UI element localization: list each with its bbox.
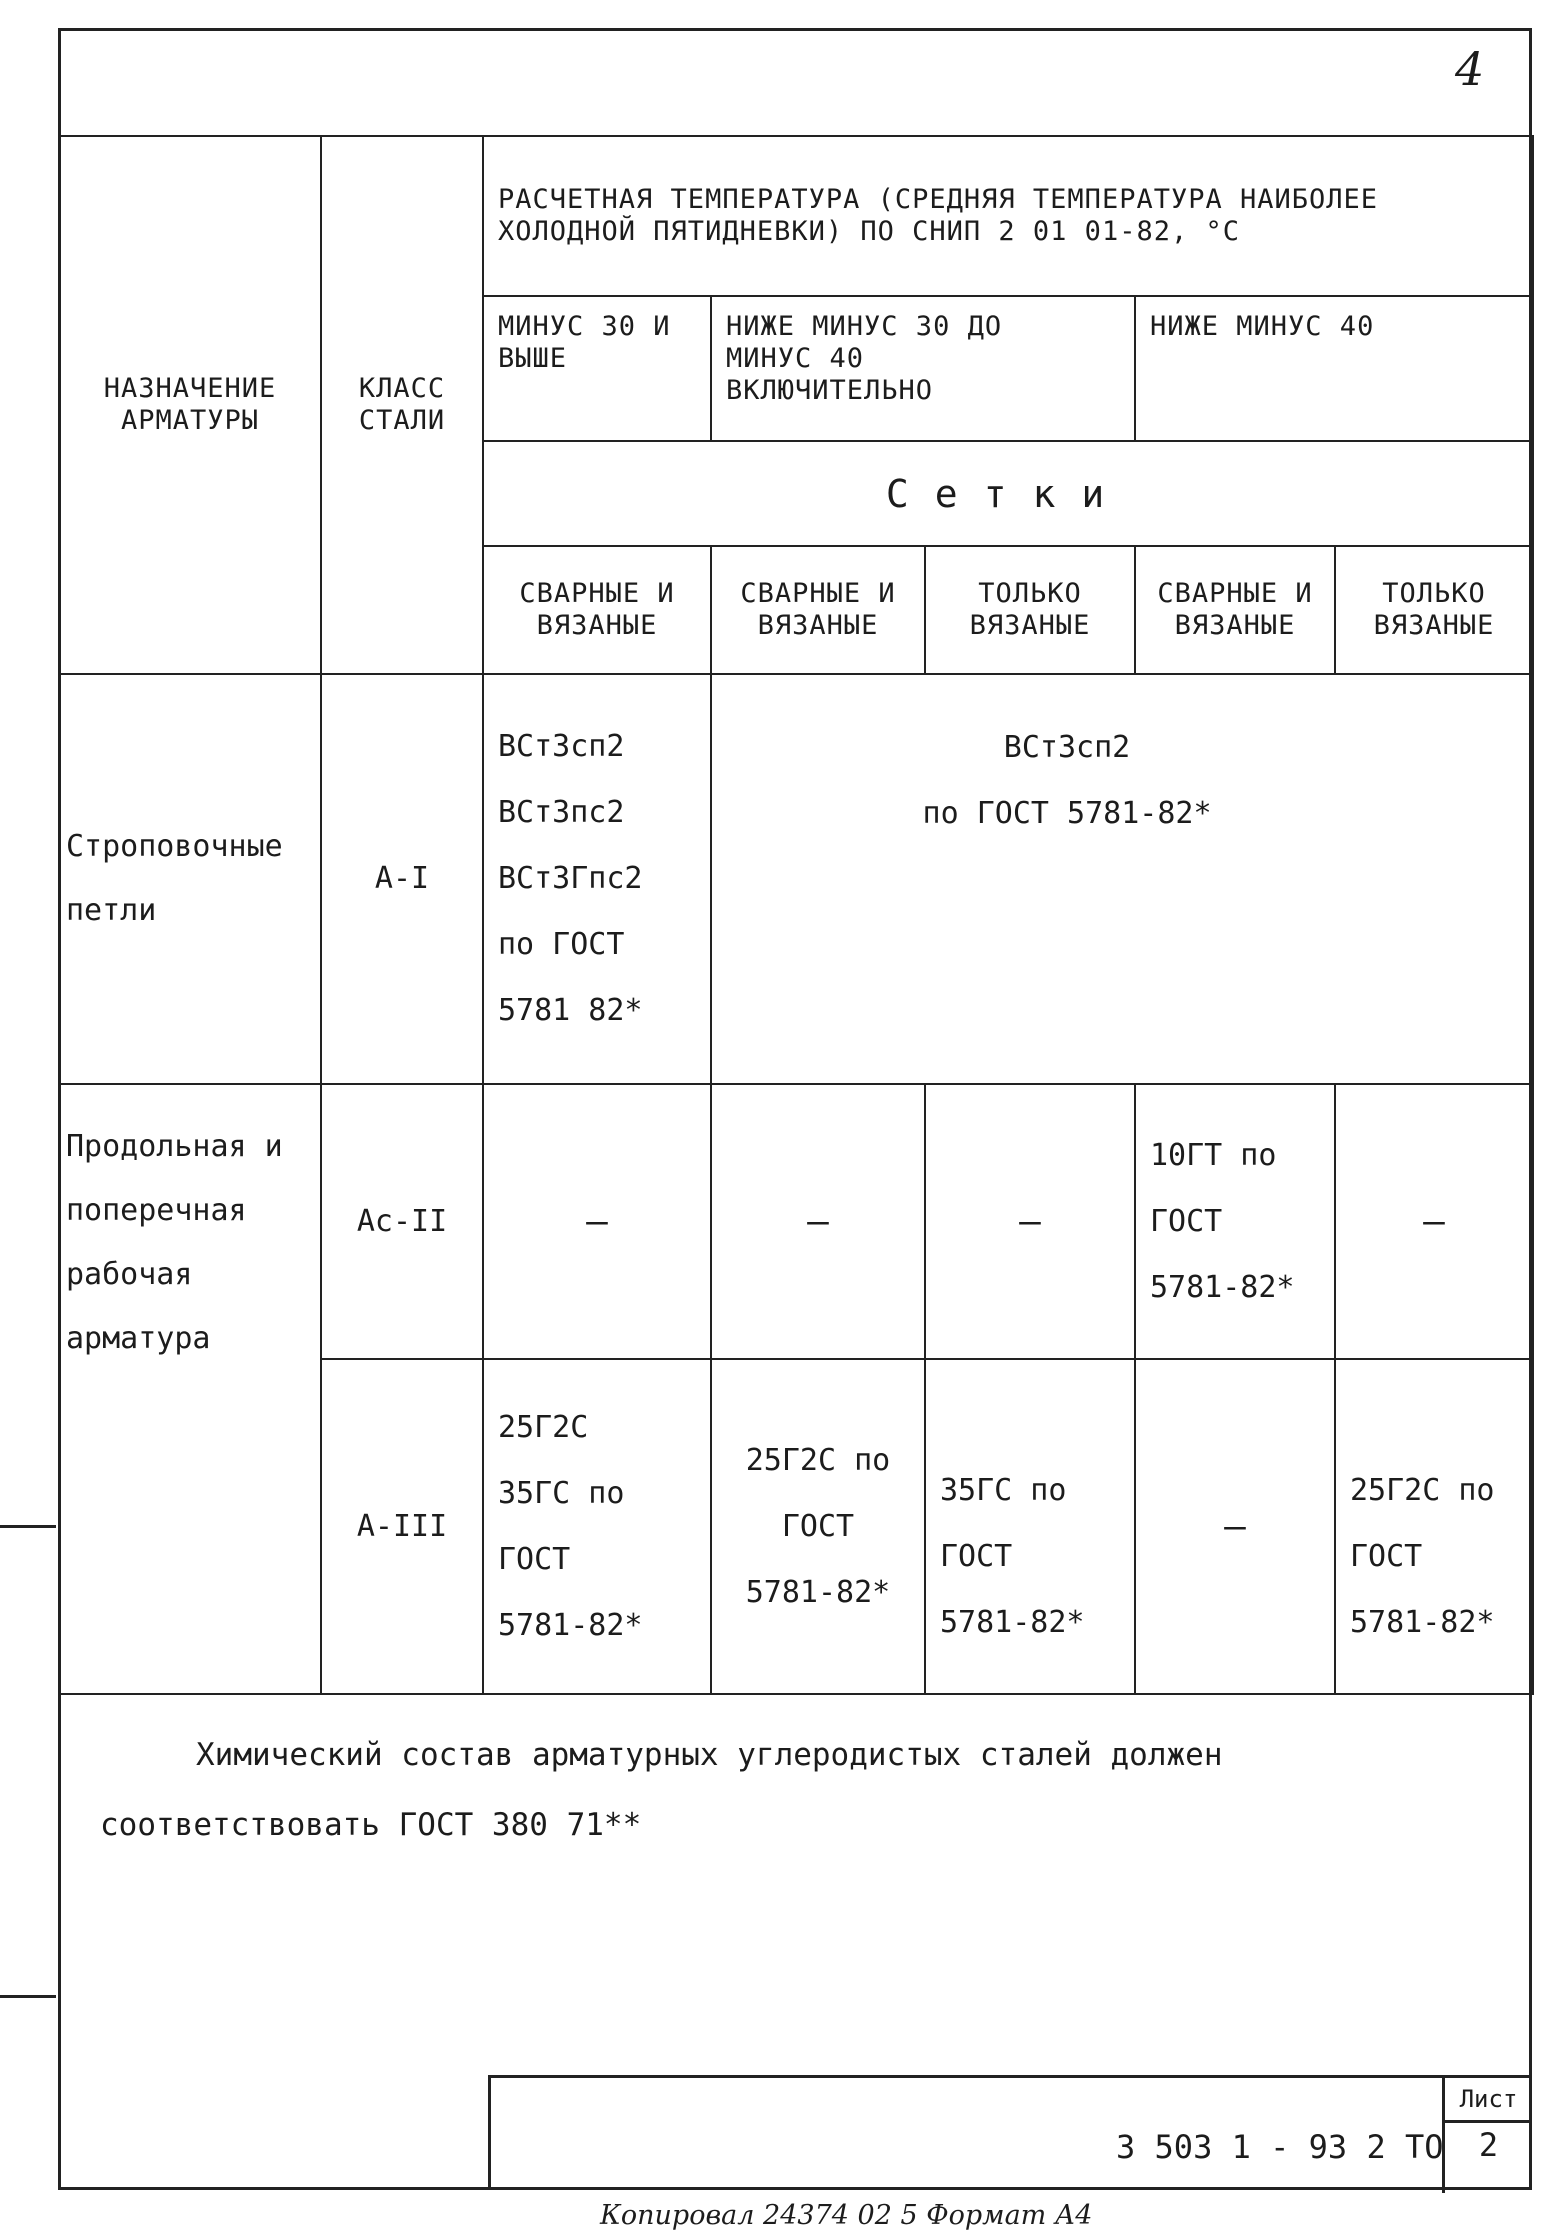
- cell-dash: —: [1135, 1359, 1335, 1694]
- sheet-label: Лист: [1445, 2078, 1532, 2123]
- cell-dash: —: [1335, 1084, 1533, 1359]
- purpose-working-rebar: Продольная и поперечная рабочая арматура: [59, 1084, 321, 1694]
- cell-dash: —: [711, 1084, 925, 1359]
- steel-table: [58, 135, 1534, 1695]
- steel-grade: ВСт3сп2: [498, 729, 625, 764]
- temperature-header: РАСЧЕТНАЯ ТЕМПЕРАТУРА (СРЕДНЯЯ ТЕМПЕРАТУРА НАИБОЛЕЕ ХОЛОДНОЙ ПЯТИДНЕВКИ) ПО СНИП 2 01 01-82, °С: [483, 136, 1533, 296]
- mesh-type: СВАРНЫЕ И ВЯЗАНЫЕ: [1135, 546, 1335, 674]
- class-ac2: Ас-II: [321, 1084, 483, 1359]
- a3-cell: 35ГС по ГОСТ 5781-82*: [925, 1359, 1135, 1694]
- margin-mark: [0, 1525, 56, 1528]
- steel-grade: ВСт3Гпс2: [498, 861, 643, 896]
- standard-ref: 5781 82*: [498, 993, 643, 1028]
- document-number: 3 503 1 - 93 2 ТО: [1116, 2128, 1444, 2166]
- class-a1: А-I: [321, 674, 483, 1084]
- mesh-type: ТОЛЬКО ВЯЗАНЫЕ: [1335, 546, 1533, 674]
- ac2-10gt-cell: 10ГТ по ГОСТ 5781-82*: [1135, 1084, 1335, 1359]
- temp-range-2: НИЖЕ МИНУС 30 ДО МИНУС 40 ВКЛЮЧИТЕЛЬНО: [711, 296, 1135, 441]
- a3-cell: 25Г2С по ГОСТ 5781-82*: [1335, 1359, 1533, 1694]
- col-purpose-header: НАЗНАЧЕНИЕ АРМАТУРЫ: [59, 136, 321, 674]
- chemical-composition-note: Химический состав арматурных углеродистых сталей должен соответствовать ГОСТ 380 71**: [100, 1737, 1223, 1843]
- a3-cell: 25Г2С 35ГС по ГОСТ 5781-82*: [483, 1359, 711, 1694]
- temp-range-3: НИЖЕ МИНУС 40: [1135, 296, 1533, 441]
- mesh-type: СВАРНЫЕ И ВЯЗАНЫЕ: [711, 546, 925, 674]
- col-class-header: КЛАСС СТАЛИ: [321, 136, 483, 674]
- mesh-type: ТОЛЬКО ВЯЗАНЫЕ: [925, 546, 1135, 674]
- sheet-number: 2: [1478, 2126, 1499, 2164]
- a3-cell: 25Г2С по ГОСТ 5781-82*: [711, 1359, 925, 1694]
- margin-mark: [0, 1995, 56, 1998]
- title-block: [488, 2075, 1532, 2190]
- steel-grade: ВСт3сп2: [1003, 730, 1131, 765]
- lifting-loops-cell-rest: [711, 674, 1533, 1084]
- standard-ref: по ГОСТ: [498, 927, 625, 962]
- mesh-type: СВАРНЫЕ И ВЯЗАНЫЕ: [483, 546, 711, 674]
- setki-header: Сетки: [483, 441, 1533, 546]
- purpose-lifting-loops: Строповочные петли: [59, 674, 321, 1084]
- sheet-box: [1442, 2078, 1532, 2193]
- class-a3: А-III: [321, 1359, 483, 1694]
- page-number: 4: [1455, 42, 1485, 96]
- copy-format-line: Копировал 24374 02 5 Формат А4: [600, 2200, 1093, 2231]
- cell-dash: —: [925, 1084, 1135, 1359]
- temp-range-1: МИНУС 30 И ВЫШЕ: [483, 296, 711, 441]
- steel-grade: ВСт3пс2: [498, 795, 625, 830]
- standard-ref: по ГОСТ 5781-82*: [922, 796, 1212, 831]
- cell-dash: —: [483, 1084, 711, 1359]
- lifting-loops-cell-1: [483, 674, 711, 1084]
